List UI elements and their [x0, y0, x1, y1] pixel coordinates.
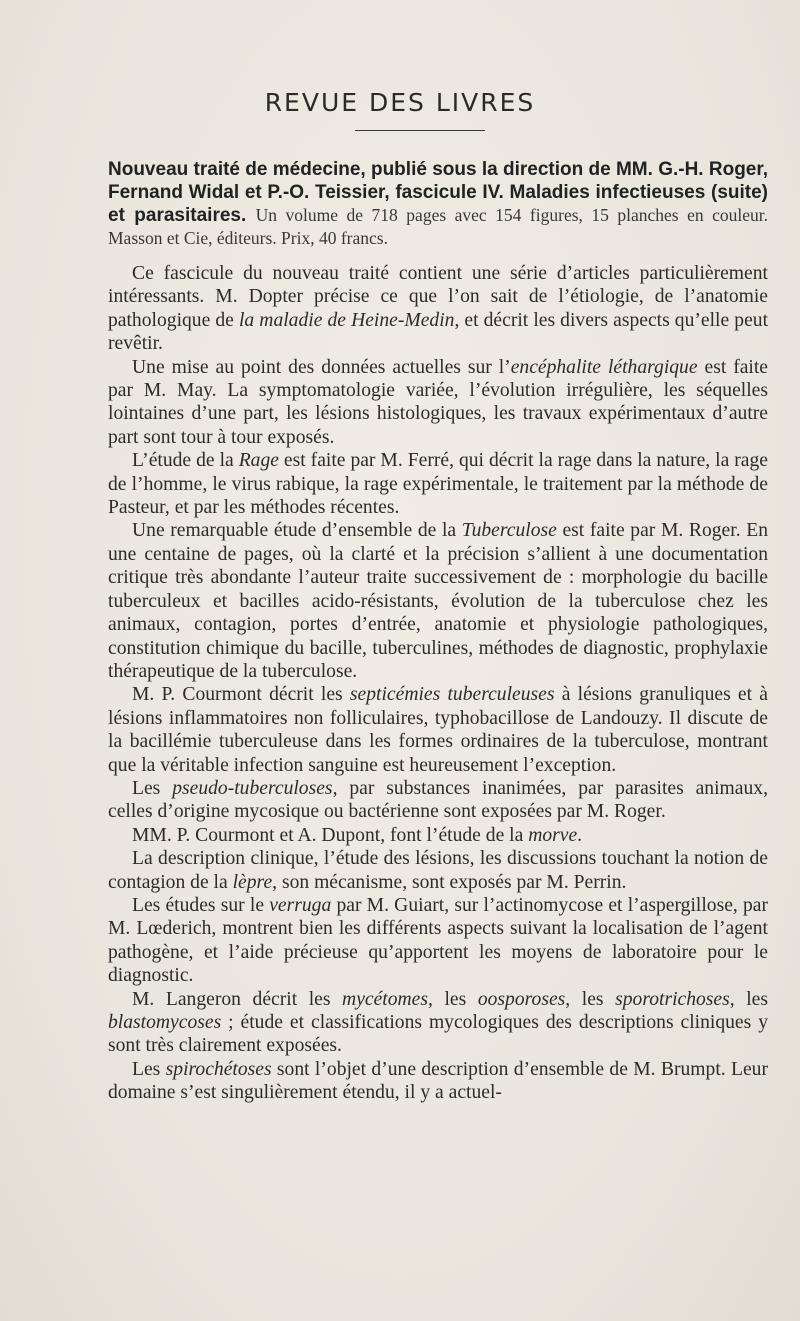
page-title: REVUE DES LIVRES	[264, 88, 536, 117]
book-details: Un volume de 718 pages avec 154 figures, 15 planches en couleur. Masson et Cie, éditeurs. Prix, 40 francs.	[108, 205, 769, 248]
paragraph: Une remarquable étude d’ensemble de la Tuberculose est faite par M. Roger. En une centaine de pages, où la clarté et la précision s’allient à une documentation critique très abondante l’auteur traite successivement de : morphologie du bacille tuberculeux et bacilles acido-résistants, évolution de la tuberculose chez les animaux, contagion, portes d’entrée, anatomie et physiologie pathologiques, constitution chimique du bacille, tuberculines, méthodes de diagnostic, prophylaxie thérapeutique de la tuberculose.	[108, 520, 768, 682]
paragraph: Les études sur le verruga par M. Guiart, sur l’actinomycose et l’aspergillose, par M. Lœderich, montrent bien les différents aspects suivant la localisation de l’agent pathogène, et l’aide précieuse qu’apportent les moyens de laboratoire pour le diagnostic.	[108, 894, 769, 987]
book-heading: Nouveau traité de médecine, publié sous la direction de MM. G.-H. Roger, Fernand Widal et P.-O. Teissier, fascicule IV. Maladies infectieuses (suite) et parasitaires.	[108, 159, 768, 226]
paragraph: M. P. Courmont décrit les septicémies tuberculeuses à lésions granuliques et à lésions inflammatoires non folliculaires, typhobacillose de Landouzy. Il discute de la bacillémie tuberculeuse dans les formes ordinaires de la tuberculose, montrant que la véritable infection sanguine est heureusement l’exception.	[108, 684, 768, 776]
title-rule	[355, 130, 485, 131]
paragraph: Ce fascicule du nouveau traité contient une série d’articles particulièrement intéressants. M. Dopter précise ce que l’on sait de l’étiologie, de l’anatomie pathologique de la maladie de Heine-Medin, et décrit les divers aspects qu’elle peut revêtir.	[108, 263, 769, 355]
paragraph: Les pseudo-tuberculoses, par substances inanimées, par parasites animaux, celles d’origine mycosique ou bactérienne sont exposées par M. Roger.	[108, 777, 768, 823]
paragraph: MM. P. Courmont et A. Dupont, font l’étude de la morve.	[132, 824, 583, 846]
paragraph: La description clinique, l’étude des lésions, les discussions touchant la notion de contagion de la lèpre, son mécanisme, sont exposés par M. Perrin.	[108, 848, 768, 893]
review-body	[108, 262, 768, 1105]
paragraph: Les spirochétoses sont l’objet d’une description d’ensemble de M. Brumpt. Leur domaine s’est singulièrement étendu, il y a actuel-	[108, 1058, 768, 1104]
paragraph: M. Langeron décrit les mycétomes, les oosporoses, les sporotrichoses, les blastomycoses ; étude et classifications mycologiques des descriptions cliniques y sont très clairement exposées.	[108, 988, 768, 1057]
book-citation	[108, 158, 768, 250]
paragraph: Une mise au point des données actuelles sur l’encéphalite léthargique est faite par M. May. La symptomatologie variée, l’évolution irrégulière, les séquelles lointaines d’une part, les lésions histologiques, les travaux expérimentaux d’autre part sont tour à tour exposés.	[108, 356, 769, 448]
paragraph: L’étude de la Rage est faite par M. Ferré, qui décrit la rage dans la nature, la rage de l’homme, le virus rabique, la rage expérimentale, le traitement par la méthode de Pasteur, et par les méthodes récentes.	[108, 450, 768, 519]
